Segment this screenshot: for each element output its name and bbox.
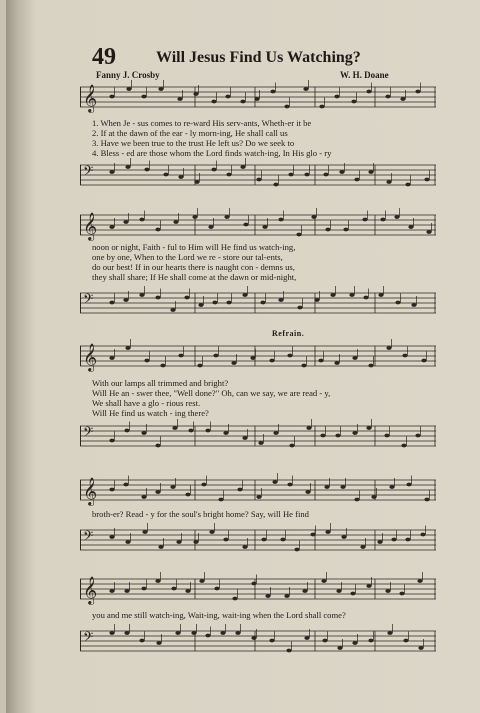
- svg-text:𝄞: 𝄞: [83, 477, 98, 505]
- bass-staff: [80, 163, 436, 187]
- treble-staff: [80, 477, 436, 505]
- lyric-line: you and me still watch-ing, Wait-ing, wait-ing when the Lord shall come?: [92, 610, 346, 620]
- lyrics-block: [92, 379, 432, 419]
- lyrics-block: [92, 119, 432, 159]
- bass-staff: [80, 291, 436, 315]
- composer-credit: W. H. Doane: [340, 70, 389, 80]
- lyric-verse-1: 1. When Je - sus comes to re-ward His serv-ants, Wheth-er it be: [92, 118, 312, 128]
- svg-text:𝄢: 𝄢: [83, 424, 94, 443]
- svg-text:𝄞: 𝄞: [83, 84, 98, 112]
- lyrics-block: [92, 243, 432, 283]
- svg-text:𝄢: 𝄢: [83, 629, 94, 648]
- lyric-verse-2: one by one, When to the Lord we re - store our tal-ents,: [92, 251, 283, 262]
- treble-staff: [80, 343, 436, 371]
- bass-staff: [80, 528, 436, 552]
- hymn-title: Will Jesus Find Us Watching?: [156, 49, 361, 66]
- author-credit: Fanny J. Crosby: [96, 70, 160, 80]
- lyric-verse-4: 4. Bless - ed are those whom the Lord finds watch-ing, In His glo - ry: [92, 147, 332, 158]
- svg-text:𝄞: 𝄞: [83, 212, 98, 240]
- lyric-verse-2: Will He an - swer thee, "Well done?" Oh, can we say, we are read - y,: [92, 387, 331, 398]
- lyric-verse-3: 3. Have we been true to the trust He left us? Do we seek to: [92, 137, 295, 148]
- treble-staff: [80, 212, 436, 240]
- refrain-label: Refrain.: [272, 329, 305, 338]
- bass-staff: [80, 424, 436, 448]
- lyric-verse-2: 2. If at the dawn of the ear - ly morn-ing, He shall call us: [92, 127, 288, 138]
- lyric-verse-3: We shall have a glo - rious rest.: [92, 397, 201, 408]
- lyric-verse-4: they shall share; If He shall come at the dawn or mid-night,: [92, 271, 297, 282]
- lyric-line: broth-er? Read - y for the soul's bright home? Say, will He find: [92, 509, 309, 519]
- lyrics-block: [92, 611, 432, 621]
- treble-staff: [80, 576, 436, 604]
- treble-staff: [80, 84, 436, 112]
- svg-text:𝄢: 𝄢: [83, 163, 94, 182]
- svg-text:𝄢: 𝄢: [83, 291, 94, 310]
- lyric-verse-4: Will He find us watch - ing there?: [92, 407, 209, 418]
- hymn-page: [6, 0, 480, 713]
- lyric-verse-3: do our best! If in our hearts there is naught con - demns us,: [92, 261, 295, 272]
- lyric-verse-1: noon or night, Faith - ful to Him will He find us watch-ing,: [92, 242, 296, 252]
- hymn-number: 49: [92, 44, 116, 70]
- lyric-verse-1: With our lamps all trimmed and bright?: [92, 378, 229, 388]
- bass-staff: [80, 629, 436, 653]
- lyrics-block: [92, 510, 432, 520]
- svg-text:𝄢: 𝄢: [83, 528, 94, 547]
- svg-text:𝄞: 𝄞: [83, 343, 98, 371]
- svg-text:𝄞: 𝄞: [83, 576, 98, 604]
